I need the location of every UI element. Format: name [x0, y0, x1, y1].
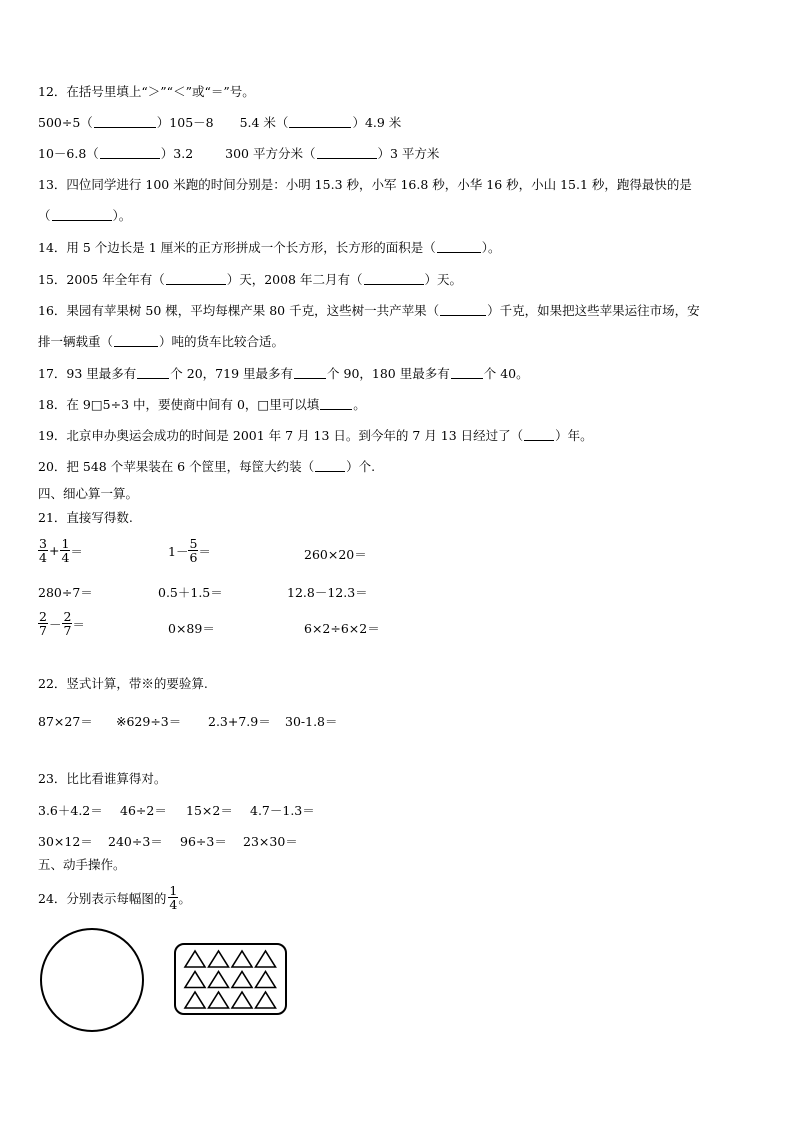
- answer-blank[interactable]: [166, 272, 226, 285]
- q21-r1c1: $\frac{3}{4}$ + $\frac{1}{4}$ ＝: [39, 536, 83, 565]
- q13-line1: 13．四位同学进行 100 米跑的时间分别是：小明 15.3 秒，小军 16.8 秒，小华 16 秒，小山 15.1 秒，跑得最快的是: [38, 177, 692, 192]
- q12-stem: 12．在括号里填上“＞”“＜”或“＝”号。: [38, 84, 255, 99]
- triangle-shape[interactable]: [209, 951, 229, 967]
- q21-r2c1: 280÷7＝: [38, 585, 93, 600]
- q18-text: 18．在 9□5÷3 中，要使商中间有 0，□里可以填 。: [38, 397, 366, 412]
- answer-blank[interactable]: [451, 366, 483, 379]
- q21-r3c2: 0×89＝: [168, 621, 215, 636]
- answer-blank[interactable]: [440, 303, 486, 316]
- answer-blank[interactable]: [317, 146, 377, 159]
- q13-line2: （ ）。: [38, 208, 132, 223]
- circle-figure[interactable]: [40, 928, 144, 1032]
- triangle-shape[interactable]: [232, 972, 252, 988]
- triangle-shape[interactable]: [232, 992, 252, 1008]
- answer-blank[interactable]: [320, 397, 352, 410]
- q23-item: 23×30＝: [243, 834, 298, 849]
- q21-stem: 21．直接写得数.: [38, 510, 133, 525]
- triangle-shape[interactable]: [256, 992, 276, 1008]
- q23-item: 96÷3＝: [180, 834, 227, 849]
- triangle-shape[interactable]: [185, 992, 205, 1008]
- fraction: $\frac{3}{4}$: [39, 536, 47, 565]
- triangle-shape[interactable]: [256, 951, 276, 967]
- answer-blank[interactable]: [94, 115, 156, 128]
- triangle-shape[interactable]: [256, 972, 276, 988]
- triangle-shape[interactable]: [185, 951, 205, 967]
- q17-text: 17．93 里最多有 个 20，719 里最多有 个 90，180 里最多有 个 40。: [38, 366, 529, 381]
- triangle-grid: [176, 945, 285, 1013]
- q22-stem: 22．竖式计算，带※的要验算.: [38, 676, 208, 691]
- q14-text: 14．用 5 个边长是 1 厘米的正方形拼成一个长方形，长方形的面积是（ ）。: [38, 240, 501, 255]
- triangle-shape[interactable]: [232, 951, 252, 967]
- triangle-shape[interactable]: [209, 992, 229, 1008]
- q22-item: ※629÷3＝: [116, 714, 182, 729]
- q12-row2: 10－6.8（ ）3.2 300 平方分米（ ）3 平方米: [38, 146, 440, 161]
- answer-blank[interactable]: [294, 366, 326, 379]
- q12-row1: 500÷5（ ）105－8 5.4 米（ ）4.9 米: [38, 115, 402, 130]
- q24-stem: 24．分别表示每幅图的 $\frac{1}{4}$ 。: [38, 883, 191, 912]
- triangle-shape[interactable]: [185, 972, 205, 988]
- fraction: $\frac{1}{4}$: [169, 883, 178, 912]
- q23-item: 46÷2＝: [120, 803, 167, 818]
- q15-text: 15．2005 年全年有（ ）天，2008 年二月有（ ）天。: [38, 272, 463, 287]
- fraction: $\frac{5}{6}$: [189, 536, 198, 565]
- q23-item: 3.6＋4.2＝: [38, 803, 103, 818]
- q21-r3c3: 6×2÷6×2＝: [304, 621, 380, 636]
- answer-blank[interactable]: [137, 366, 169, 379]
- answer-blank[interactable]: [364, 272, 424, 285]
- q23-item: 4.7－1.3＝: [250, 803, 315, 818]
- q21-r2c3: 12.8－12.3＝: [287, 585, 368, 600]
- q23-item: 240÷3＝: [108, 834, 163, 849]
- answer-blank[interactable]: [100, 146, 160, 159]
- answer-blank[interactable]: [524, 428, 554, 441]
- q21-r2c2: 0.5＋1.5＝: [158, 585, 223, 600]
- q23-stem: 23．比比看谁算得对。: [38, 771, 167, 786]
- q21-r1c2: 1－ $\frac{5}{6}$ ＝: [168, 536, 211, 565]
- q22-item: 87×27＝: [38, 714, 93, 729]
- answer-blank[interactable]: [114, 334, 158, 347]
- fraction: $\frac{1}{4}$: [61, 536, 70, 565]
- section-heading-4: 四、细心算一算。: [38, 486, 139, 501]
- section-heading-5: 五、动手操作。: [38, 857, 126, 872]
- q16-line2: 排一辆载重（ ）吨的货车比较合适。: [38, 334, 285, 349]
- answer-blank[interactable]: [315, 459, 345, 472]
- q21-r3c1: $\frac{2}{7}$ － $\frac{2}{7}$ ＝: [39, 609, 85, 638]
- q23-item: 30×12＝: [38, 834, 93, 849]
- answer-blank[interactable]: [52, 208, 112, 221]
- q16-line1: 16．果园有苹果树 50 棵，平均每棵产果 80 千克，这些树一共产苹果（ ）千克，如果把这些苹果运往市场，安: [38, 303, 700, 318]
- fraction: $\frac{2}{7}$: [39, 609, 47, 638]
- q21-r1c3: 260×20＝: [304, 547, 367, 562]
- answer-blank[interactable]: [289, 115, 351, 128]
- q22-item: 2.3+7.9＝: [208, 714, 271, 729]
- q23-item: 15×2＝: [186, 803, 233, 818]
- q20-text: 20．把 548 个苹果装在 6 个筐里，每筐大约装（ ）个.: [38, 459, 376, 474]
- q22-item: 30-1.8＝: [285, 714, 338, 729]
- fraction: $\frac{2}{7}$: [63, 609, 72, 638]
- triangle-shape[interactable]: [209, 972, 229, 988]
- triangles-box[interactable]: [174, 943, 287, 1015]
- q19-text: 19．北京申办奥运会成功的时间是 2001 年 7 月 13 日。到今年的 7 月 13 日经过了（ ）年。: [38, 428, 593, 443]
- answer-blank[interactable]: [437, 240, 481, 253]
